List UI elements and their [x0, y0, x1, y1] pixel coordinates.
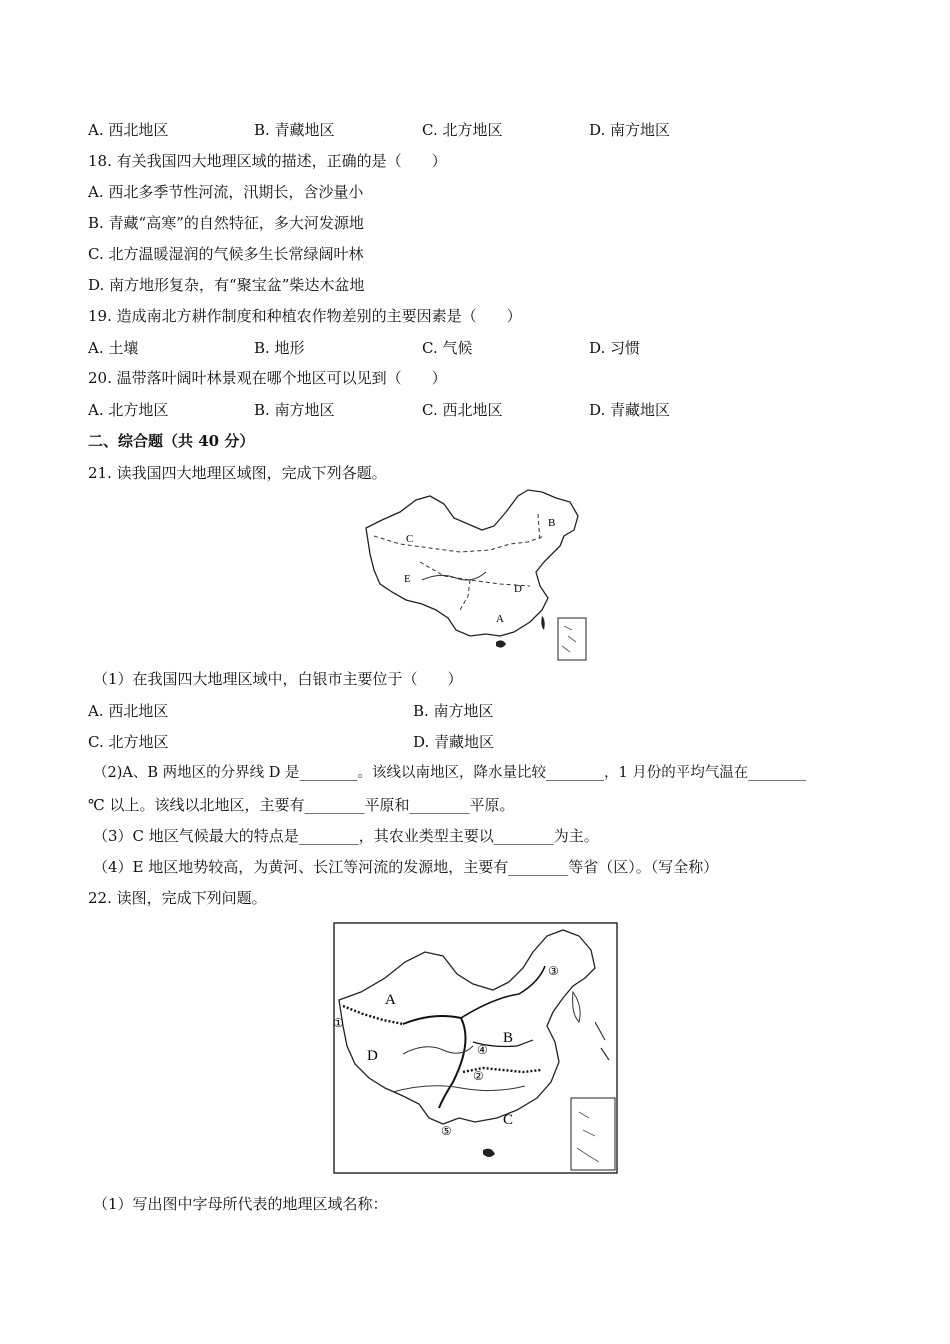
- map1-label-a: A: [496, 613, 504, 625]
- q18-option-a: A. 西北多季节性河流，汛期长，含沙量小: [88, 183, 364, 201]
- q18-stem: 18. 有关我国四大地理区域的描述，正确的是（ ）: [88, 152, 447, 170]
- q19-stem: 19. 造成南北方耕作制度和种植农作物差别的主要因素是（ ）: [88, 307, 522, 325]
- q19-option-b: B. 地形: [254, 339, 305, 357]
- taiwan-island: [541, 616, 544, 630]
- river-yellow: [422, 572, 486, 580]
- river-yangtze-2: [393, 1086, 525, 1092]
- q22-stem: 22. 读图，完成下列问题。: [88, 889, 267, 907]
- map2-marker-5: ⑤: [441, 1124, 452, 1138]
- map2-marker-1: ①: [333, 1016, 344, 1030]
- q21-sub1-option-a: A. 西北地区: [88, 702, 169, 720]
- map2-label-a: A: [385, 992, 396, 1008]
- q18-option-d: D. 南方地形复杂，有“聚宝盆”柴达木盆地: [88, 276, 365, 294]
- map1-label-b: B: [548, 517, 556, 529]
- map2-marker-4: ④: [477, 1043, 488, 1057]
- map2-label-c: C: [503, 1112, 514, 1128]
- boundary-line-1: [374, 536, 544, 552]
- q21-stem: 21. 读我国四大地理区域图，完成下列各题。: [88, 464, 387, 482]
- q21-sub4: （4）E 地区地势较高，为黄河、长江等河流的发源地，主要有________等省（区）。（写全称）: [93, 858, 719, 876]
- map1-label-d: D: [514, 583, 522, 595]
- china-regions-map-2: [333, 922, 618, 1174]
- q20-stem: 20. 温带落叶阔叶林景观在哪个地区可以见到（ ）: [88, 369, 447, 387]
- river-yellow-2: [403, 1046, 473, 1054]
- q20-option-c: C. 西北地区: [422, 401, 503, 419]
- boundary-thick-2: [461, 966, 545, 1018]
- q21-map: [360, 486, 592, 666]
- mountain-range-1: [343, 1006, 403, 1024]
- map1-label-c: C: [406, 533, 414, 545]
- q21-sub3: （3）C 地区气候最大的特点是________，其农业类型主要以________为主。: [93, 827, 599, 845]
- china-outline: [366, 490, 578, 636]
- q21-sub1: （1）在我国四大地理区域中，白银市主要位于（ ）: [93, 670, 463, 688]
- q18-option-b: B. 青藏“高寒”的自然特征，多大河发源地: [88, 214, 364, 232]
- china-outline-2: [339, 930, 595, 1124]
- q17-option-a: A. 西北地区: [88, 121, 169, 139]
- south-sea-inset-2: [571, 1098, 615, 1170]
- q17-option-c: C. 北方地区: [422, 121, 503, 139]
- q22-map: [333, 922, 618, 1174]
- q20-option-a: A. 北方地区: [88, 401, 169, 419]
- hainan-island: [496, 640, 506, 647]
- q21-sub1-option-d: D. 青藏地区: [413, 733, 495, 751]
- japan-islands: [595, 1022, 609, 1060]
- q20-option-b: B. 南方地区: [254, 401, 335, 419]
- korea-peninsula: [573, 992, 581, 1022]
- section-title: 二、综合题（共 40 分）: [88, 432, 255, 450]
- boundary-line-3: [460, 580, 470, 610]
- china-regions-map-1: [360, 486, 592, 666]
- hainan-island-2: [483, 1149, 495, 1157]
- q22-sub1: （1）写出图中字母所代表的地理区域名称：: [93, 1195, 388, 1213]
- q17-option-b: B. 青藏地区: [254, 121, 335, 139]
- q19-option-a: A. 土壤: [88, 339, 139, 357]
- map2-marker-3: ③: [548, 964, 559, 978]
- map1-label-e: E: [404, 573, 411, 585]
- q21-sub2-line1: （2)A、B 两地区的分界线 D 是________。该线以南地区，降水量比较________，1 月份的平均气温在________: [93, 765, 807, 781]
- q20-option-d: D. 青藏地区: [589, 401, 671, 419]
- q19-option-d: D. 习惯: [589, 339, 641, 357]
- boundary-thick-1: [403, 1016, 466, 1108]
- q19-option-c: C. 气候: [422, 339, 473, 357]
- map2-label-b: B: [503, 1030, 514, 1046]
- q17-option-d: D. 南方地区: [589, 121, 671, 139]
- map2-label-d: D: [367, 1048, 378, 1064]
- q21-sub2-line2: ℃ 以上。该线以北地区，主要有________平原和________平原。: [88, 796, 515, 814]
- q18-option-c: C. 北方温暖湿润的气候多生长常绿阔叶林: [88, 245, 364, 263]
- map2-marker-2: ②: [473, 1069, 484, 1083]
- q21-sub1-option-c: C. 北方地区: [88, 733, 169, 751]
- q21-sub1-option-b: B. 南方地区: [413, 702, 494, 720]
